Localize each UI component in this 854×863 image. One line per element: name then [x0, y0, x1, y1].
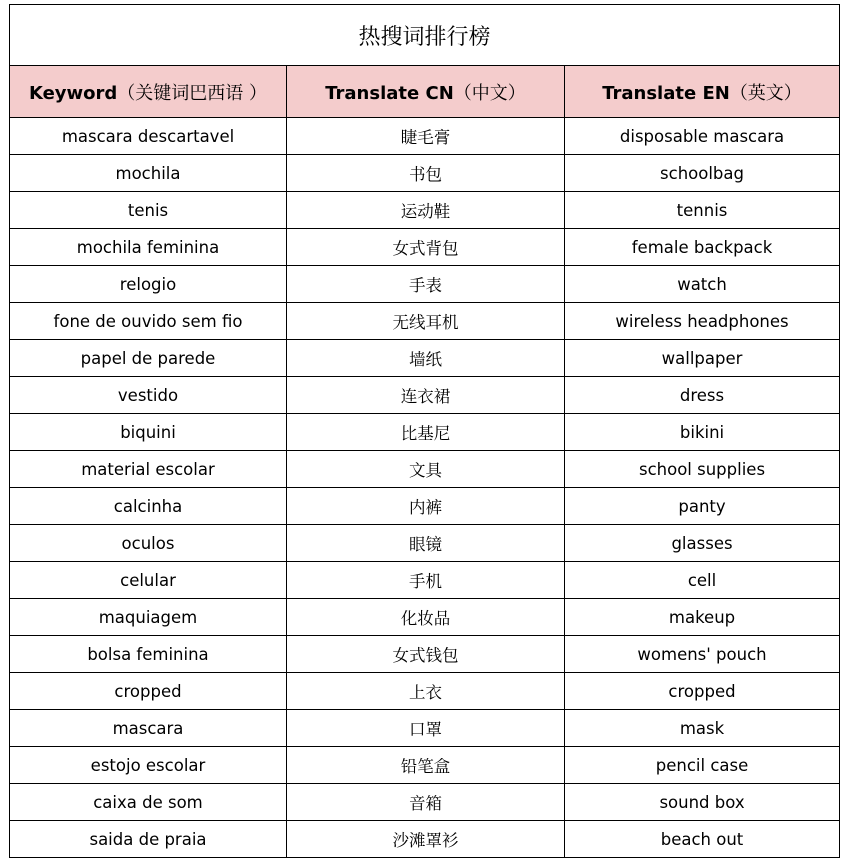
keyword-cell: cropped [10, 673, 287, 710]
title-row [10, 5, 840, 66]
keyword-cell: saida de praia [10, 821, 287, 858]
table-row [10, 821, 840, 858]
table-row [10, 451, 840, 488]
table-row [10, 377, 840, 414]
keyword-cell: maquiagem [10, 599, 287, 636]
translate-en-cell: bikini [565, 414, 840, 451]
translate-cn-cell: 音箱 [287, 784, 565, 821]
header-translate-en-label: Translate EN [602, 82, 730, 104]
keyword-cell: mascara descartavel [10, 118, 287, 155]
keyword-cell: bolsa feminina [10, 636, 287, 673]
translate-cn-cell: 睫毛膏 [287, 118, 565, 155]
table-row [10, 673, 840, 710]
translate-en-cell: womens' pouch [565, 636, 840, 673]
header-translate-cn [287, 66, 565, 118]
table-row [10, 488, 840, 525]
translate-en-cell: pencil case [565, 747, 840, 784]
table-row [10, 414, 840, 451]
keyword-cell: fone de ouvido sem fio [10, 303, 287, 340]
header-translate-en-cn: （英文） [729, 82, 802, 104]
translate-en-cell: disposable mascara [565, 118, 840, 155]
keyword-table [9, 4, 840, 858]
keyword-cell: mochila [10, 155, 287, 192]
translate-cn-cell: 书包 [287, 155, 565, 192]
table-row [10, 599, 840, 636]
keyword-cell: material escolar [10, 451, 287, 488]
table-row [10, 747, 840, 784]
table-row [10, 118, 840, 155]
header-keyword [10, 66, 287, 118]
translate-en-cell: dress [565, 377, 840, 414]
translate-cn-cell: 连衣裙 [287, 377, 565, 414]
translate-en-cell: glasses [565, 525, 840, 562]
translate-en-cell: panty [565, 488, 840, 525]
translate-cn-cell: 手表 [287, 266, 565, 303]
header-translate-cn-label: Translate CN [325, 82, 454, 104]
translate-cn-cell: 比基尼 [287, 414, 565, 451]
keyword-cell: oculos [10, 525, 287, 562]
keyword-cell: mochila feminina [10, 229, 287, 266]
translate-cn-cell: 文具 [287, 451, 565, 488]
translate-cn-cell: 眼镜 [287, 525, 565, 562]
translate-en-cell: watch [565, 266, 840, 303]
translate-en-cell: cell [565, 562, 840, 599]
table-row [10, 525, 840, 562]
keyword-cell: biquini [10, 414, 287, 451]
translate-cn-cell: 墙纸 [287, 340, 565, 377]
header-translate-cn-cn: （中文） [453, 82, 526, 104]
table-row [10, 155, 840, 192]
keyword-cell: papel de parede [10, 340, 287, 377]
keyword-cell: celular [10, 562, 287, 599]
translate-en-cell: schoolbag [565, 155, 840, 192]
translate-cn-cell: 内裤 [287, 488, 565, 525]
table-row [10, 229, 840, 266]
translate-en-cell: school supplies [565, 451, 840, 488]
table-row [10, 340, 840, 377]
translate-cn-cell: 上衣 [287, 673, 565, 710]
translate-en-cell: wireless headphones [565, 303, 840, 340]
keyword-cell: vestido [10, 377, 287, 414]
translate-en-cell: tennis [565, 192, 840, 229]
translate-cn-cell: 沙滩罩衫 [287, 821, 565, 858]
table-row [10, 303, 840, 340]
translate-en-cell: sound box [565, 784, 840, 821]
translate-cn-cell: 女式背包 [287, 229, 565, 266]
header-keyword-cn: （关键词巴西语 ） [117, 82, 268, 104]
keyword-cell: tenis [10, 192, 287, 229]
keyword-cell: caixa de som [10, 784, 287, 821]
header-translate-en [565, 66, 840, 118]
table-row [10, 636, 840, 673]
translate-en-cell: mask [565, 710, 840, 747]
translate-cn-cell: 化妆品 [287, 599, 565, 636]
translate-en-cell: makeup [565, 599, 840, 636]
translate-en-cell: cropped [565, 673, 840, 710]
translate-cn-cell: 手机 [287, 562, 565, 599]
keyword-ranking-sheet [9, 4, 839, 858]
keyword-cell: relogio [10, 266, 287, 303]
header-row [10, 66, 840, 118]
keyword-cell: calcinha [10, 488, 287, 525]
table-row [10, 562, 840, 599]
translate-cn-cell: 运动鞋 [287, 192, 565, 229]
keyword-cell: mascara [10, 710, 287, 747]
table-row [10, 192, 840, 229]
keyword-cell: estojo escolar [10, 747, 287, 784]
translate-cn-cell: 铅笔盒 [287, 747, 565, 784]
translate-en-cell: beach out [565, 821, 840, 858]
table-row [10, 710, 840, 747]
table-body [10, 118, 840, 858]
translate-en-cell: female backpack [565, 229, 840, 266]
translate-cn-cell: 女式钱包 [287, 636, 565, 673]
table-row [10, 266, 840, 303]
translate-cn-cell: 口罩 [287, 710, 565, 747]
table-row [10, 784, 840, 821]
header-keyword-label: Keyword [28, 82, 118, 104]
translate-en-cell: wallpaper [565, 340, 840, 377]
table-title: 热搜词排行榜 [10, 5, 840, 66]
translate-cn-cell: 无线耳机 [287, 303, 565, 340]
